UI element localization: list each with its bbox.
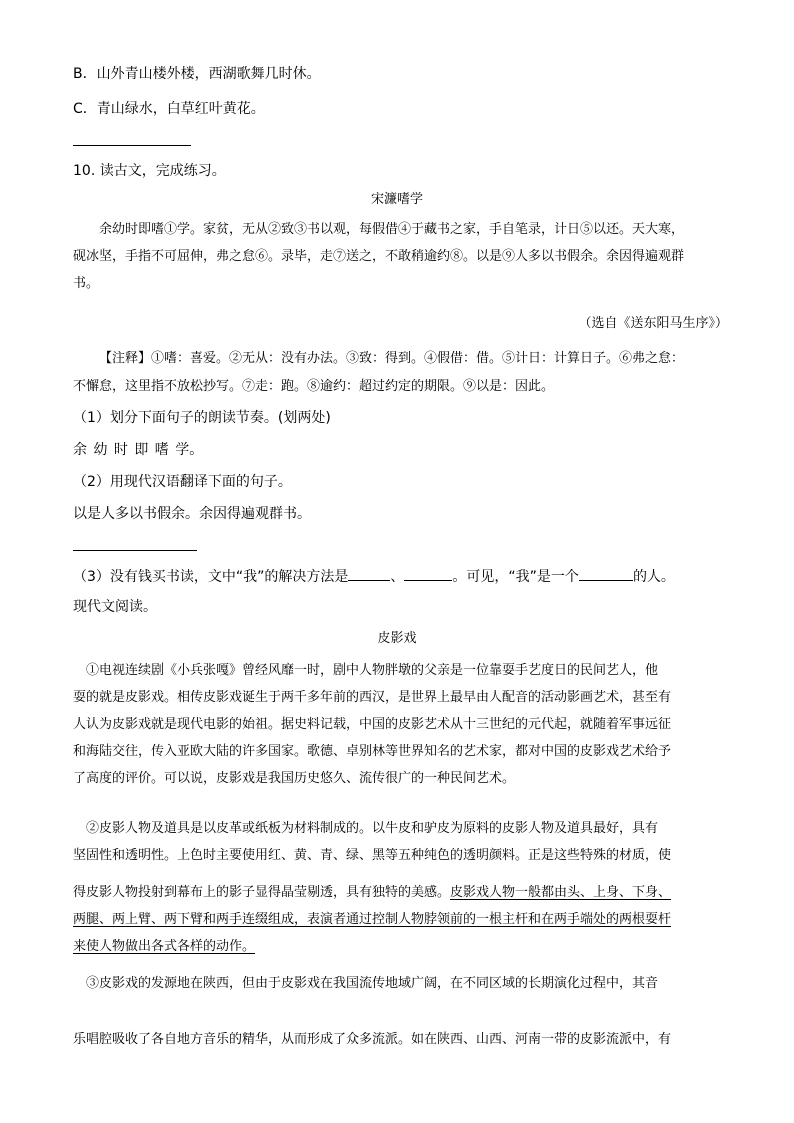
question-10-stem: 10. 读古文，完成练习。	[73, 163, 226, 179]
article-line: 了高度的评价。可以说，皮影戏是我国历史悠久、流传很广的一种民间艺术。	[73, 771, 516, 786]
answer-line	[73, 550, 197, 551]
notes-line: 【注释】①嗜：喜爱。②无从：没有办法。③致：得到。④假借：借。⑤计日：计算日子。⑥弗之怠：	[99, 351, 685, 366]
article-title: 皮影戏	[377, 631, 417, 646]
underlined-text: 来使人物做出各式各样的动作。	[73, 939, 256, 954]
sub-question-3	[73, 566, 675, 587]
article-text: 得皮影人物投射到幕布上的影子显得晶莹剔透，具有独特的美感。	[73, 885, 451, 900]
fill-blank[interactable]	[404, 566, 452, 581]
answer-line	[73, 145, 191, 146]
article-line: 人认为皮影戏就是现代电影的始祖。据史料记载，中国的皮影艺术从十三世纪的元代起，就随着军事远征	[73, 717, 672, 732]
sub-question-3-text: 的人。	[632, 569, 675, 585]
sub-question-1: （1）划分下面句子的朗读节奏。(划两处)	[73, 410, 331, 426]
option-c: C．青山绿水，白草红叶黄花。	[73, 101, 265, 117]
sub-question-2-sentence: 以是人多以书假余。余因得遍观群书。	[73, 506, 311, 522]
passage-line: 余幼时即嗜①学。家贫，无从②致③书以观，每假借④于藏书之家，手自笔录，计日⑤以还。天大寒，	[99, 222, 685, 237]
sub-question-3-text: 。可见，“我”是一个	[452, 569, 579, 585]
fill-blank[interactable]	[579, 566, 633, 581]
article-line: 和海陆交往，传入亚欧大陆的许多国家。歌德、卓别林等世界知名的艺术家，都对中国的皮影戏艺术给予	[73, 744, 672, 759]
passage-source: （选自《送东阳马生序》）	[578, 316, 728, 331]
sub-question-1-sentence: 余 幼 时 即 嗜 学。	[73, 442, 204, 458]
article-line	[73, 879, 725, 906]
section-heading: 现代文阅读。	[73, 599, 157, 615]
article-line: ③皮影戏的发源地在陕西，但由于皮影戏在我国流传地域广阔，在不同区域的长期演化过程中，其音	[86, 976, 659, 991]
passage-line: 书。	[73, 276, 100, 291]
option-b: B．山外青山楼外楼，西湖歌舞几时休。	[73, 66, 321, 82]
article-line: ②皮影人物及道具是以皮革或纸板为材料制成的。以牛皮和驴皮为原料的皮影人物及道具最好，具有	[86, 821, 659, 836]
notes-line: 不懈怠，这里指不放松抄写。⑦走：跑。⑧逾约：超过约定的期限。⑨以是：因此。	[73, 379, 555, 394]
underlined-text: 皮影戏人物一般都由头、上身、下身、	[450, 885, 672, 900]
passage-title: 宋濂嗜学	[370, 192, 423, 207]
article-line: 乐唱腔吸收了各自地方音乐的精华，从而形成了众多流派。如在陕西、山西、河南一带的皮影流派中，有	[73, 1032, 672, 1047]
article-line: 坚固性和透明性。上色时主要使用红、黄、青、绿、黑等五种纯色的透明颜料。正是这些特殊的材质，使	[73, 848, 672, 863]
sub-question-3-text: （3）没有钱买书读，文中“我”的解决方法是	[73, 569, 349, 585]
sub-question-3-text: 、	[390, 569, 405, 585]
passage-line: 砚冰坚，手指不可屈伸，弗之怠⑥。录毕，走⑦送之，不敢稍逾约⑧。以是⑨人多以书假余。余因得遍观群	[73, 249, 685, 264]
article-line: ①电视连续剧《小兵张嘎》曾经风靡一时，剧中人物胖墩的父亲是一位靠耍手艺度日的民间艺人，他	[86, 663, 659, 678]
fill-blank[interactable]	[348, 566, 390, 581]
underlined-line: 两腿、两上臂、两下臂和两手连缀组成，表演者通过控制人物脖领前的一根主杆和在两手端处的两根耍杆	[73, 912, 672, 927]
article-line: 耍的就是皮影戏。相传皮影戏诞生于两千多年前的西汉，是世界上最早由人配音的活动影画艺术，甚至有	[73, 690, 672, 705]
sub-question-2: （2）用现代汉语翻译下面的句子。	[73, 474, 292, 490]
article-line	[73, 933, 725, 960]
